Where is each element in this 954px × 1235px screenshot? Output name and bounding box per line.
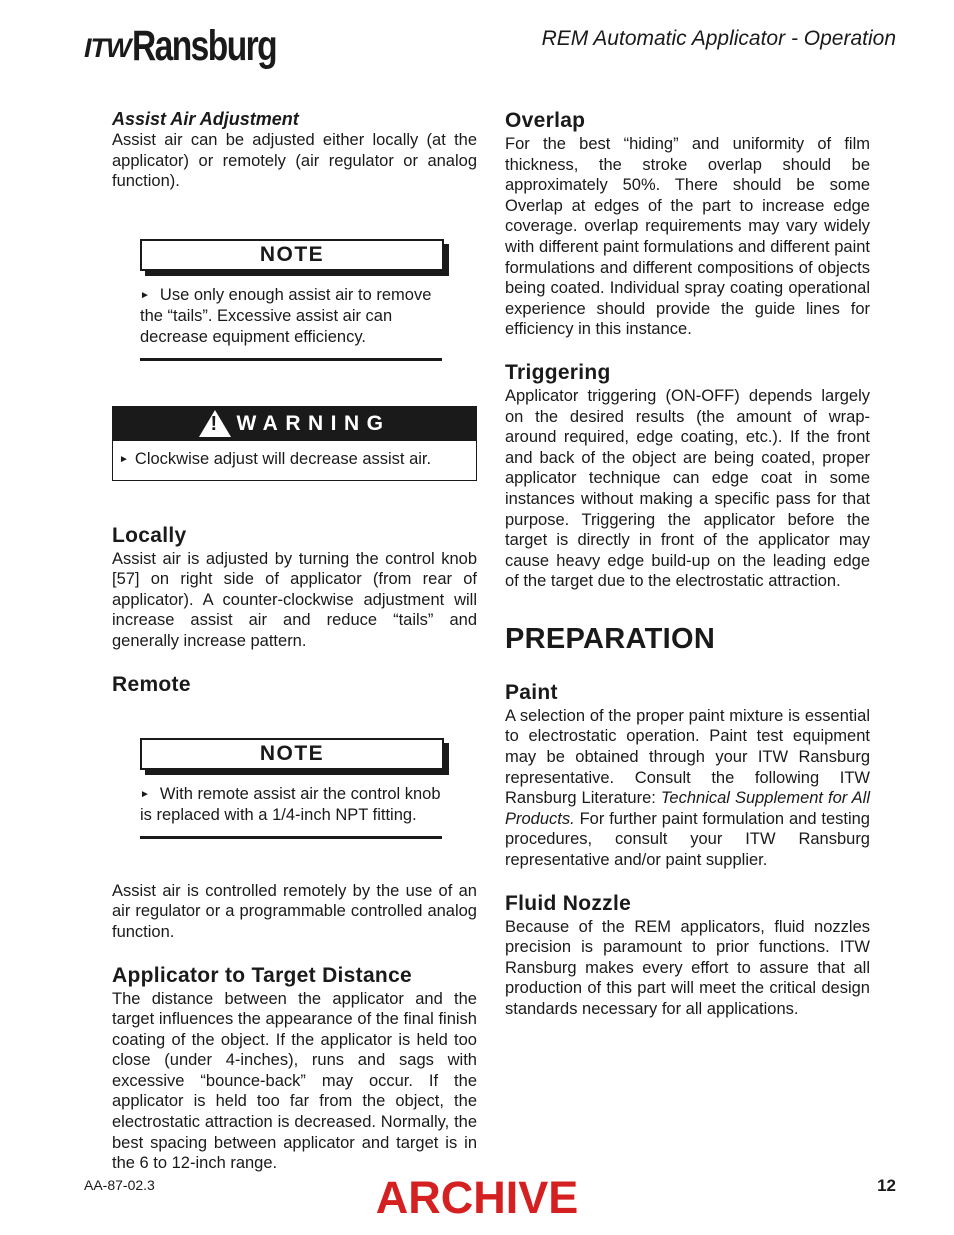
note-box-2: [140, 738, 446, 839]
logo-itw: ITW: [84, 33, 131, 63]
arrow-bullet-icon: ►: [140, 788, 150, 800]
overlap-heading: Overlap: [505, 109, 586, 132]
page-number: 12: [877, 1176, 896, 1195]
fluid-nozzle-heading: Fluid Nozzle: [505, 891, 632, 915]
note-title-1: NOTE: [140, 239, 444, 271]
logo-ransburg: Ransburg: [132, 22, 277, 70]
note-body-1: [140, 285, 442, 361]
distance-text: The distance between the applicator and the target influences the appearance of the final finish coating of the object. If the applicator is held too close (under 4-inches), runs and sags with excessive “bounce-back” may occur. If the applicator is held too far from the object, the electrostatic attraction is decreased. Normally, the best spacing between applicator and target is in the 6 to 12-inch range.: [112, 989, 477, 1173]
assist-air-heading: Assist Air Adjustment: [112, 109, 299, 129]
warning-text: Clockwise adjust will decrease assist air.: [134, 449, 432, 468]
locally-heading: Locally: [112, 523, 187, 547]
header-title: REM Automatic Applicator - Operation: [541, 27, 896, 50]
note-box-1: [140, 239, 446, 361]
paint-text: [505, 706, 870, 871]
triggering-heading: Triggering: [505, 360, 611, 384]
warning-box: [112, 406, 477, 481]
locally-text: Assist air is adjusted by turning the control knob [57] on right side of applicator (from rear of applicator). A counter-clockwise adjustment will increase assist air and reduce “tails” and generally increase pattern.: [112, 549, 477, 650]
note-text-1: Use only enough assist air to remove the “tails”. Excessive assist air can decrease equipment efficiency.: [140, 285, 432, 346]
right-column: [505, 108, 870, 1020]
document-code: AA-87-02.3: [84, 1177, 155, 1193]
paint-heading: Paint: [505, 680, 558, 704]
overlap-text: For the best “hiding” and uniformity of film thickness, the stroke overlap should be approximately 50%. There should be some Overlap at edges of the part to increase edge coverage. overlap requirements may vary widely with different paint formulations and different paint formulations and different compositions of objects being coated. Individual spray coating operational experience should provide the guide lines for efficiency in this instance.: [505, 135, 870, 339]
company-logo: [84, 18, 317, 68]
preparation-heading: PREPARATION: [505, 622, 716, 655]
archive-stamp: ARCHIVE: [375, 1172, 579, 1223]
warning-title: WARNING: [236, 411, 391, 435]
note-title-2: NOTE: [140, 738, 444, 770]
note-text-2: With remote assist air the control knob is replaced with a 1/4-inch NPT fitting.: [140, 784, 441, 825]
warning-triangle-icon: !: [199, 410, 231, 437]
left-column: [112, 108, 477, 1174]
remote-text: Assist air is controlled remotely by the use of an air regulator or a programmable controlled analog function.: [112, 881, 477, 941]
paint-text-b: For further paint formulation and testing procedures, consult your ITW Ransburg representative and/or paint supplier.: [505, 809, 870, 870]
paint-literature-title: Technical Supplement for All Products.: [505, 789, 870, 828]
warning-header: [113, 407, 476, 441]
remote-heading: Remote: [112, 672, 191, 696]
distance-heading: Applicator to Target Distance: [112, 963, 413, 987]
warning-body: [113, 441, 476, 480]
arrow-bullet-icon: ►: [140, 289, 150, 301]
assist-air-text: Assist air can be adjusted either locally (at the applicator) or remotely (air regulator or analog function).: [112, 131, 477, 191]
fluid-nozzle-text: Because of the REM applicators, fluid nozzles precision is paramount to prior functions. ITW Ransburg makes every effort to assure that all production of this part will meet the critical design standards necessary for all applications.: [505, 917, 870, 1018]
note-body-2: [140, 784, 442, 839]
triggering-text: Applicator triggering (ON-OFF) depends largely on the desired results (the amount of wrap-around required, edge coating, etc.). If the front and back of the object are being coated, proper applicator technique can edge coat in some instances without making a specific pass for that purpose. Triggering the applicator before the target is directly in front of the applicator may cause heavy edge build-up on the leading edge of the target due to the electrostatic attraction.: [505, 386, 870, 591]
arrow-bullet-icon: ►: [119, 453, 129, 465]
paint-text-a: A selection of the proper paint mixture is essential to electrostatic operation. Paint test equipment may be obtained through your ITW Ransburg representative. Consult the following ITW Ransburg Literature:: [505, 706, 870, 808]
